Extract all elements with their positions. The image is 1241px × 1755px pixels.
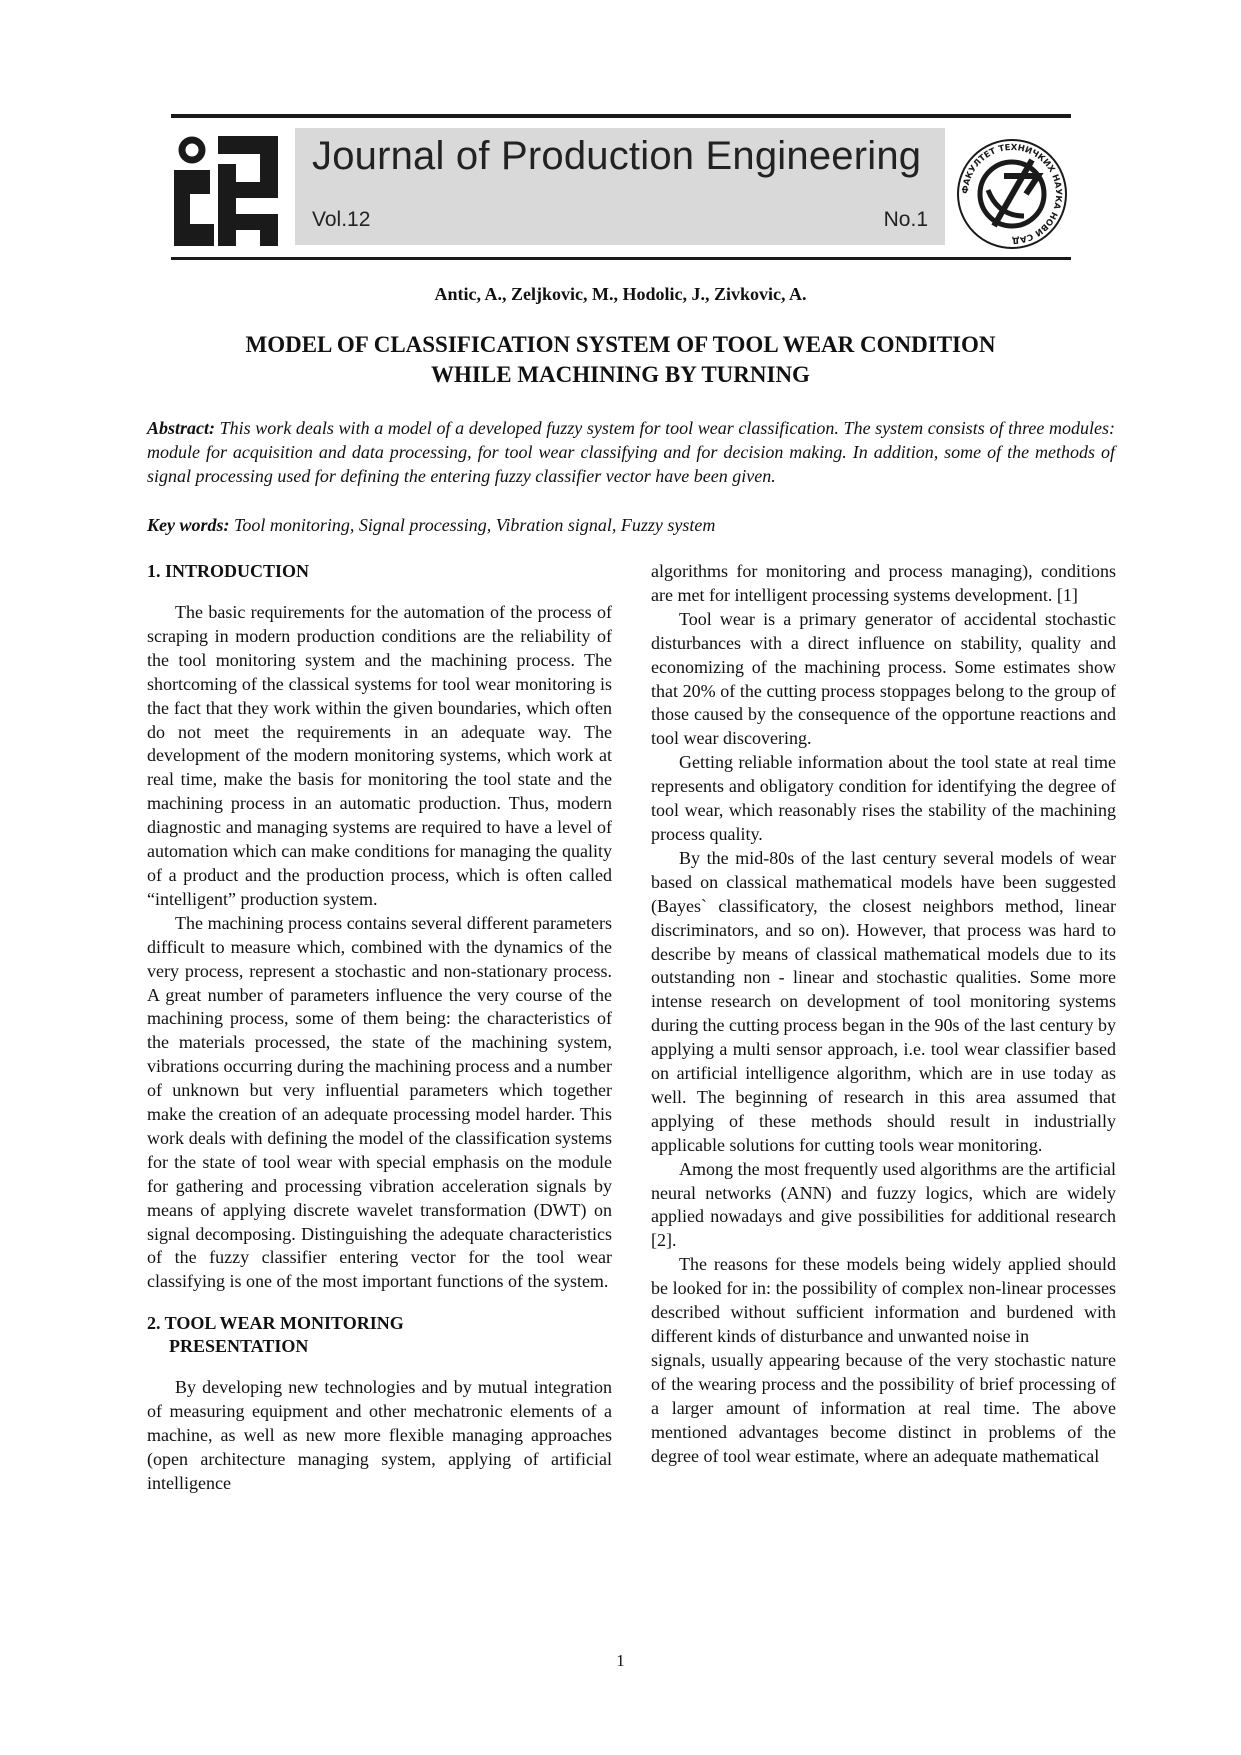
- intro-paragraph-2: The machining process contains several different parameters difficult to measure which, combined with the dynamics of the very process, represent a stochastic and non-stationary process. A great number of parameters influence the very course of the machining process, some of them being: the characteristics of the materials processed, the state of the machining system, vibrations occurring during the machining process and a number of unknown but very influential parameters which together make the creation of an adequate processing model harder. This work deals with defining the model of the classification systems for the state of tool wear with special emphasis on the module for gathering and processing vibration acceleration signals by means of applying discrete wavelet transformation (DWT) on signal decomposing. Distinguishing the adequate characteristics of the fuzzy classifier entering vector for the tool wear classifying is one of the most important functions of the system.: [147, 912, 612, 1292]
- journal-volume: Vol.12: [312, 208, 371, 231]
- section-2-heading-line-1: 2. TOOL WEAR MONITORING: [147, 1313, 404, 1334]
- faculty-seal-icon: [954, 130, 1070, 250]
- keywords: [147, 513, 1115, 537]
- right-paragraph-0: algorithms for monitoring and process managing), conditions are met for intelligent processing systems development. [1]: [651, 561, 1116, 605]
- abstract-text: This work deals with a model of a developed fuzzy system for tool wear classification. The system consists of three modules: module for acquisition and data processing, for tool wear classifying and for decision making. In addition, some of the methods of signal processing used for defining the entering fuzzy classifier vector have been given.: [147, 418, 1116, 486]
- page-number: 1: [616, 1651, 625, 1670]
- paper-title-line-1: MODEL OF CLASSIFICATION SYSTEM OF TOOL WEAR CONDITION: [245, 332, 996, 357]
- right-paragraph-4: Among the most frequently used algorithms are the artificial neural networks (ANN) and fuzzy logics, which are widely applied nowadays and give possibilities for additional research [2].: [651, 1158, 1116, 1251]
- journal-number: No.1: [883, 208, 928, 231]
- paper-title-line-2: WHILE MACHINING BY TURNING: [431, 362, 810, 387]
- abstract: [147, 416, 1115, 488]
- right-paragraph-5b: signals, usually appearing because of the very stochastic nature of the wearing process and the possibility of brief processing of a larger amount of information at real time. The above mentioned advantages become distinct in problems of the degree of tool wear estimate, where an adequate mathematical: [651, 1349, 1116, 1466]
- section-1-heading: 1. INTRODUCTION: [147, 561, 310, 581]
- journal-name: Journal of Production Engineering: [312, 134, 922, 178]
- header-bottom-rule: [171, 257, 1071, 260]
- intro-paragraph-1: The basic requirements for the automation of the process of scraping in modern production conditions are the reliability of the tool monitoring system and the machining process. The shortcoming of the classical systems for tool wear monitoring is the fact that they work within the given boundaries, which often do not meet the requirements in an adequate way. The development of the modern monitoring systems, which work at real time, make the basis for monitoring the tool state and the machining process in an automatic production. Thus, modern diagnostic and managing systems are required to have a level of automation which can make conditions for managing the quality of a product and the production process, which is often called “intelligent” production system.: [147, 602, 612, 909]
- paper-authors: Antic, A., Zeljkovic, M., Hodolic, J., Zivkovic, A.: [434, 284, 807, 304]
- journal-logo-icon: [172, 136, 280, 248]
- header-top-rule: [171, 114, 1071, 118]
- section-2-heading-line-2: PRESENTATION: [169, 1336, 309, 1357]
- left-column: [147, 560, 612, 1496]
- keywords-text: Tool monitoring, Signal processing, Vibration signal, Fuzzy system: [234, 515, 716, 535]
- right-paragraph-3: By the mid-80s of the last century several models of wear based on classical mathematical models have been suggested (Bayes` classificatory, the closest neighbors method, linear discriminators, and so on). However, that process was hard to describe by means of classical mathematical models due to its outstanding non - linear and stochastic qualities. Some more intense research on development of tool monitoring systems during the cutting process began in the 90s of the last century by applying a multi sensor approach, i.e. tool wear classifier based on artificial intelligence algorithm, which are in use today as well. The beginning of research in this area assumed that applying of these methods should result in industrially applicable solutions for cutting tools wear monitoring.: [651, 847, 1116, 1155]
- section-2-paragraph-1: By developing new technologies and by mutual integration of measuring equipment and other mechatronic elements of a machine, as well as new more flexible managing approaches (open architecture managing system, applying of artificial intelligence: [147, 1377, 612, 1493]
- right-paragraph-5a: The reasons for these models being widely applied should be looked for in: the possibility of complex non-linear processes described without sufficient information and burdened with different kinds of disturbance and unwanted noise in: [651, 1254, 1116, 1346]
- keywords-label: Key words:: [147, 515, 230, 535]
- right-paragraph-1: Tool wear is a primary generator of accidental stochastic disturbances with a direct influence on stability, quality and economizing of the machining process. Some estimates show that 20% of the cutting process stoppages belong to the group of those caused by the consequence of the opportune reactions and tool wear discovering.: [651, 608, 1116, 749]
- right-column: [651, 560, 1116, 1468]
- paper-title: [0, 330, 1241, 390]
- abstract-label: Abstract:: [147, 418, 216, 438]
- journal-banner: [295, 128, 945, 245]
- seal-text: ФАКУЛТЕТ ТЕХНИЧКИХ НАУКА НОВИ САД: [960, 142, 1064, 246]
- right-paragraph-2: Getting reliable information about the tool state at real time represents and obligatory condition for identifying the degree of tool wear, which reasonably rises the stability of the machining process quality.: [651, 752, 1116, 844]
